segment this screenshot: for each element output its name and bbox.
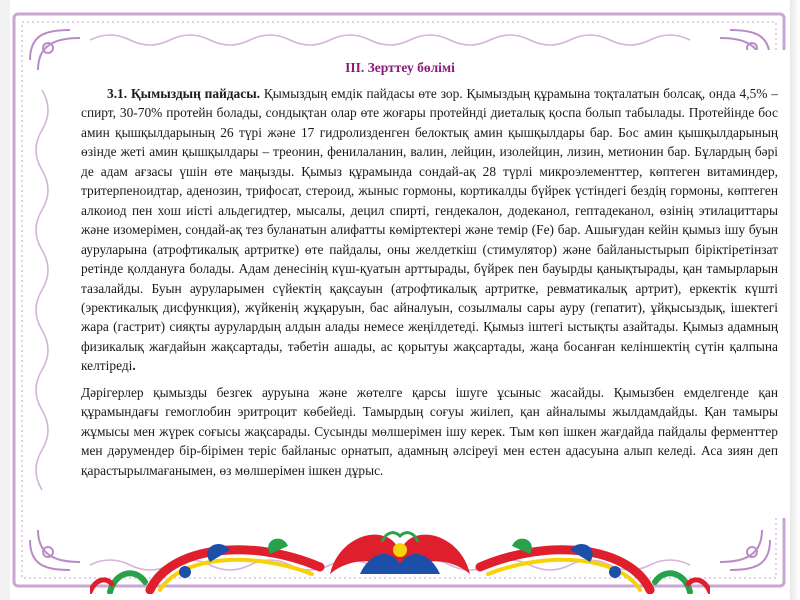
ornament-center-icon xyxy=(330,533,470,574)
paragraph-end: . xyxy=(132,358,136,374)
paragraph-doctors-advice: Дәрігерлер қымызды безгек ауруына және жөтелге қарсы ішуге ұсыныс жасайды. Қымызбен емделгенде қан құрамындағы гемоглобин эритроцит көбейеді. Тамырдың соғуы жиілеп, қан айналымы жылдамдайды. Қан тамыры жұмысы мен жүрек соғысы жақсарады. Сусынды мөлшерімен ішу керек. Тым көп ішкен жағдайда пайдалы ферменттер мен дәрумендер бір-бірімен теріс байланыс орнатып, адамның әлсіреуі мен естен адасуына алып келеді. Аса зиян деп қарастырылмағанымен, өз мөлшерімен ішкен дұрыс. xyxy=(81,384,778,478)
kazakh-ornament-border xyxy=(90,512,710,599)
article-body xyxy=(81,84,778,480)
section-heading: III. Зерттеу бөлімі xyxy=(345,60,455,75)
paragraph-lead: 3.1. Қымыздың пайдасы. xyxy=(107,86,260,101)
paragraph-body: Қымыздың емдік пайдасы өте зор. Қымыздың құрамына тоқталатын болсақ, онда 4,5% –спирт, 30-70% протейн болады, сондықтан олар өте жоғары протейнді диеталық қоспа болып табылады. Протейінде бос амин қышқылдарының 26 түрі және 17 гидролизденген белоктық амин қышқылдары бар. Бос амин қышқылдарының өзінде жеті амин қышқылдары – треонин, фенилаланин, валин, лейцин, изолейцин, лизин, метионин бар. Бұлардың бәрі де адам ағзасы үшін өте маңызды. Қымыз құрамында сондай-ақ 28 түрлі микроэлементтер, көптеген витаминдер, тритерпеноидтар, аденозин, трифосат, стероид, жыныс гормоны, кортикалды бүйрек үстіндегі бездің гормоны, көптеген алкоиод пен хош иісті альдегидтер, мысалы, децил спирті, гендекалон, додеканол, гептадеканол, өзінің этилациттары және изомерімен, сондай-ақ тез буланатын алифатты көміртектері және темір (Fe) бар. Ашығудан кейін қымыз ішу буын ауруларына (атрофтикалық артритке) өте пайдалы, оны желдеткіш (стимулятор) және байланыстырып біріктіретінзат ретінде қолдануға болады. Адам денесінің күш-қуатын арттырады, бүйрек пен бауырды қанықтырады, қан тамырларын тазалайды. Буын ауруларымен сүйектің қақсауын (атрофтикалық артритке, ревматикалық артрит), еркектік күшті (эректикалық дисфункция), жүйкенің жұқаруын, бас айналуын, созылмалы сары ауру (гепатит), ұйқысыздық, ішектегі жара (гастрит) сияқты аурулардың алдын алады немесе жеңілдетеді. Қымыз іштегі ыстықты азайтады. Қымыз адамның физикалық жағдайын жақсартады, тәбетін ашады, ас қорытуы жақсартады, жаңа босанған келіншектің сүтін қалпына келтіреді xyxy=(81,86,778,374)
paragraph-kumis-benefits xyxy=(81,84,778,376)
